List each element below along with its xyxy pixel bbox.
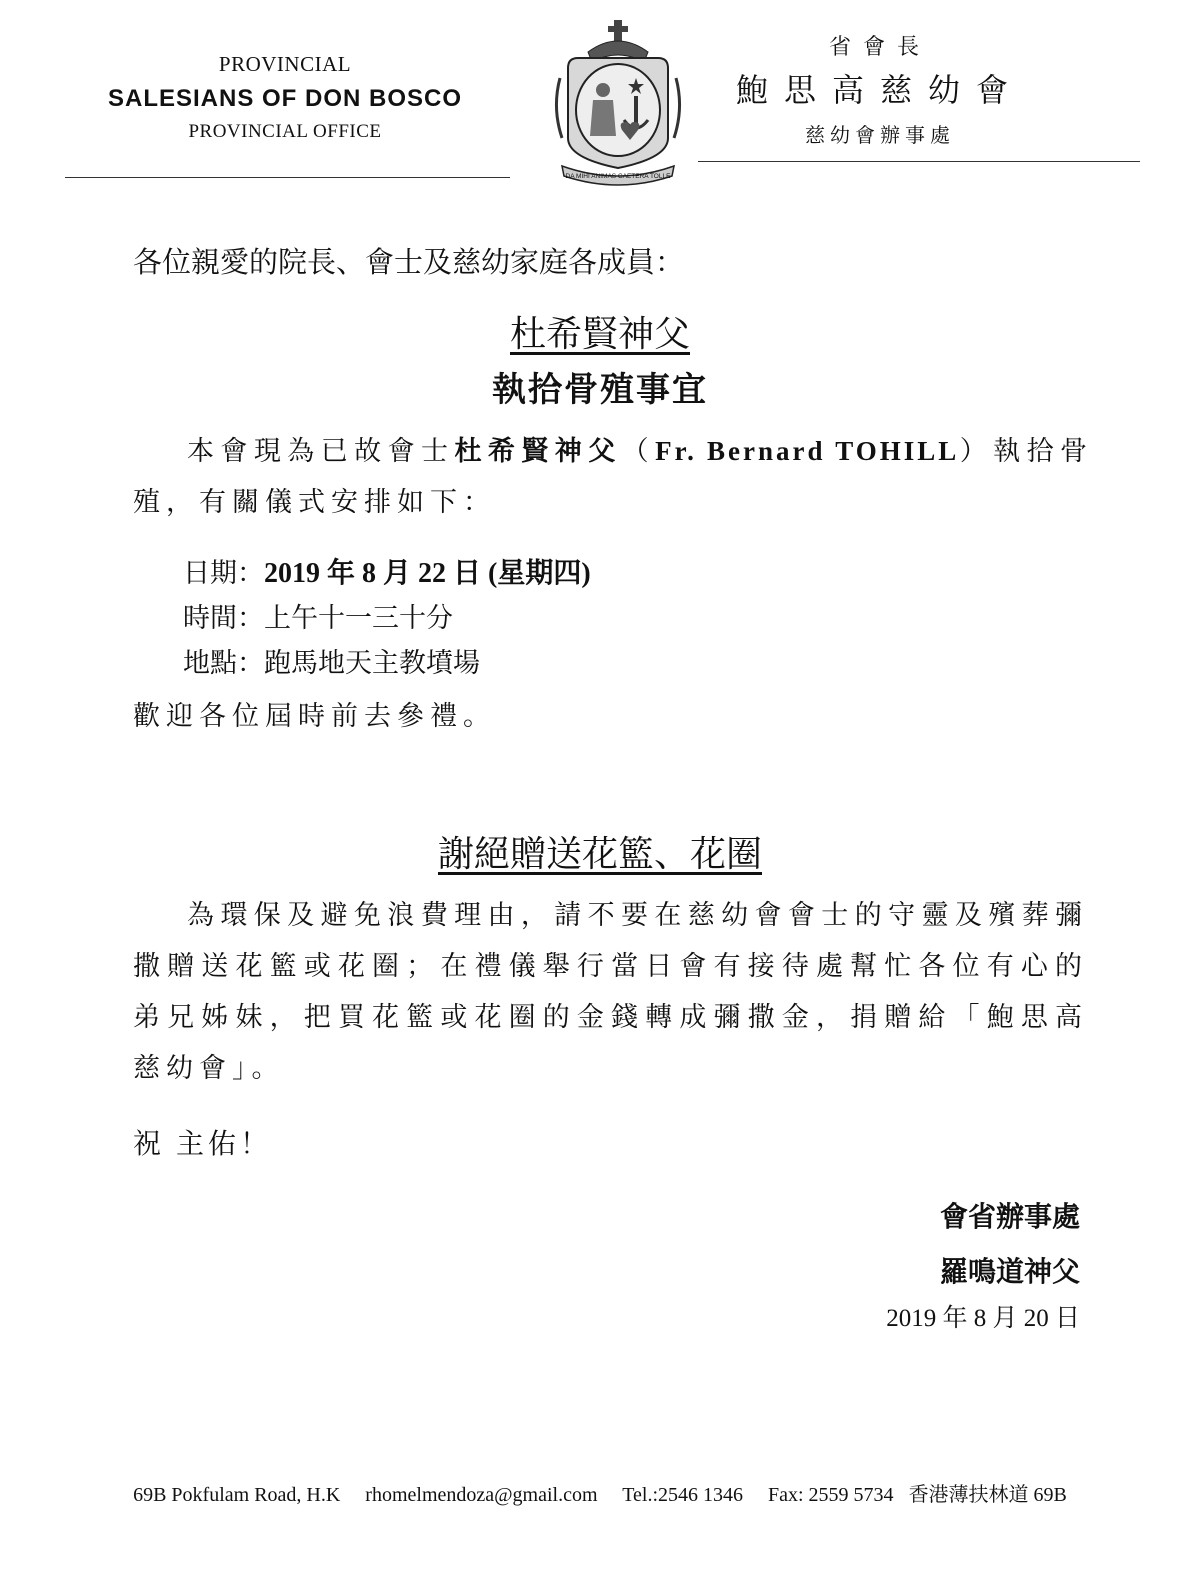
letterhead-rule-right [698, 161, 1140, 162]
salutation: 各位親愛的院長、會士及慈幼家庭各成員： [133, 245, 685, 279]
blessing: 祝 主佑！ [133, 1129, 273, 1160]
para1-after: ）執拾骨殖，有關儀式安排如下： [133, 436, 1094, 517]
detail-date [183, 551, 591, 591]
announcement-paragraph [133, 426, 1093, 528]
para1-paren: （ [621, 436, 656, 466]
letterhead-left [60, 52, 510, 143]
footer-address-zh: 香港薄扶林道 69B [908, 1484, 1067, 1506]
footer-address-en: 69B Pokfulam Road, H.K [133, 1484, 341, 1506]
letterhead-office-zh: 慈幼會辦事處 [805, 125, 955, 147]
para1-deceased-name: 杜希賢神父 [454, 436, 622, 466]
signature-name: 羅鳴道神父 [939, 1255, 1080, 1288]
place-label: 地點： [183, 648, 264, 679]
salesian-crest-logo [548, 18, 688, 188]
welcome-line: 歡迎各位屆時前去參禮。 [133, 701, 496, 731]
no-flowers-paragraph: 為環保及避免浪費理由，請不要在慈幼會會士的守靈及殯葬彌撒贈送花籃或花圈；在禮儀舉行當日會有接待處幫忙各位有心的弟兄姊妹，把買花籃或花圈的金錢轉成彌撒金，捐贈給「鮑思高慈幼會」。 [133, 900, 1088, 1083]
para1-before: 本會現為已故會士 [187, 436, 455, 466]
footer-fax: Fax: 2559 5734 [768, 1484, 894, 1506]
time-label: 時間： [183, 603, 264, 634]
letterhead-provincial: PROVINCIAL [218, 52, 352, 76]
footer-email: rhomelmendoza@gmail.com [365, 1484, 598, 1506]
detail-time [183, 596, 453, 635]
footer-tel: Tel.:2546 1346 [622, 1484, 743, 1506]
notice-title-subject: 執拾骨殖事宜 [492, 370, 708, 410]
time-value: 上午十一三十分 [264, 603, 453, 634]
signature-office: 會省辦事處 [939, 1200, 1080, 1233]
letterhead-office: PROVINCIAL OFFICE [188, 121, 382, 142]
letterhead-organization-zh: 鮑思高慈幼會 [735, 72, 1024, 108]
letterhead-provincial-zh: 省會長 [828, 34, 931, 59]
date-label: 日期： [183, 558, 264, 589]
place-value: 跑馬地天主教墳場 [264, 648, 480, 679]
svg-text:DA MIHI ANIMAS CAETERA TOLLE: DA MIHI ANIMAS CAETERA TOLLE [565, 173, 671, 180]
para1-english-name: Fr. Bernard TOHILL [655, 436, 960, 466]
notice-title-name: 杜希賢神父 [509, 314, 690, 355]
detail-place [183, 641, 480, 680]
signature-date: 2019 年 8 月 20 日 [886, 1305, 1080, 1332]
letterhead-right [700, 30, 1060, 148]
date-value: 2019 年 8 月 22 日 (星期四) [264, 558, 591, 589]
letterhead-rule-left [65, 177, 510, 178]
letterhead-organization: SALESIANS OF DON BOSCO [107, 85, 463, 112]
no-flowers-title: 謝絕贈送花籃、花圈 [437, 834, 762, 875]
footer-contact [0, 1478, 1200, 1507]
